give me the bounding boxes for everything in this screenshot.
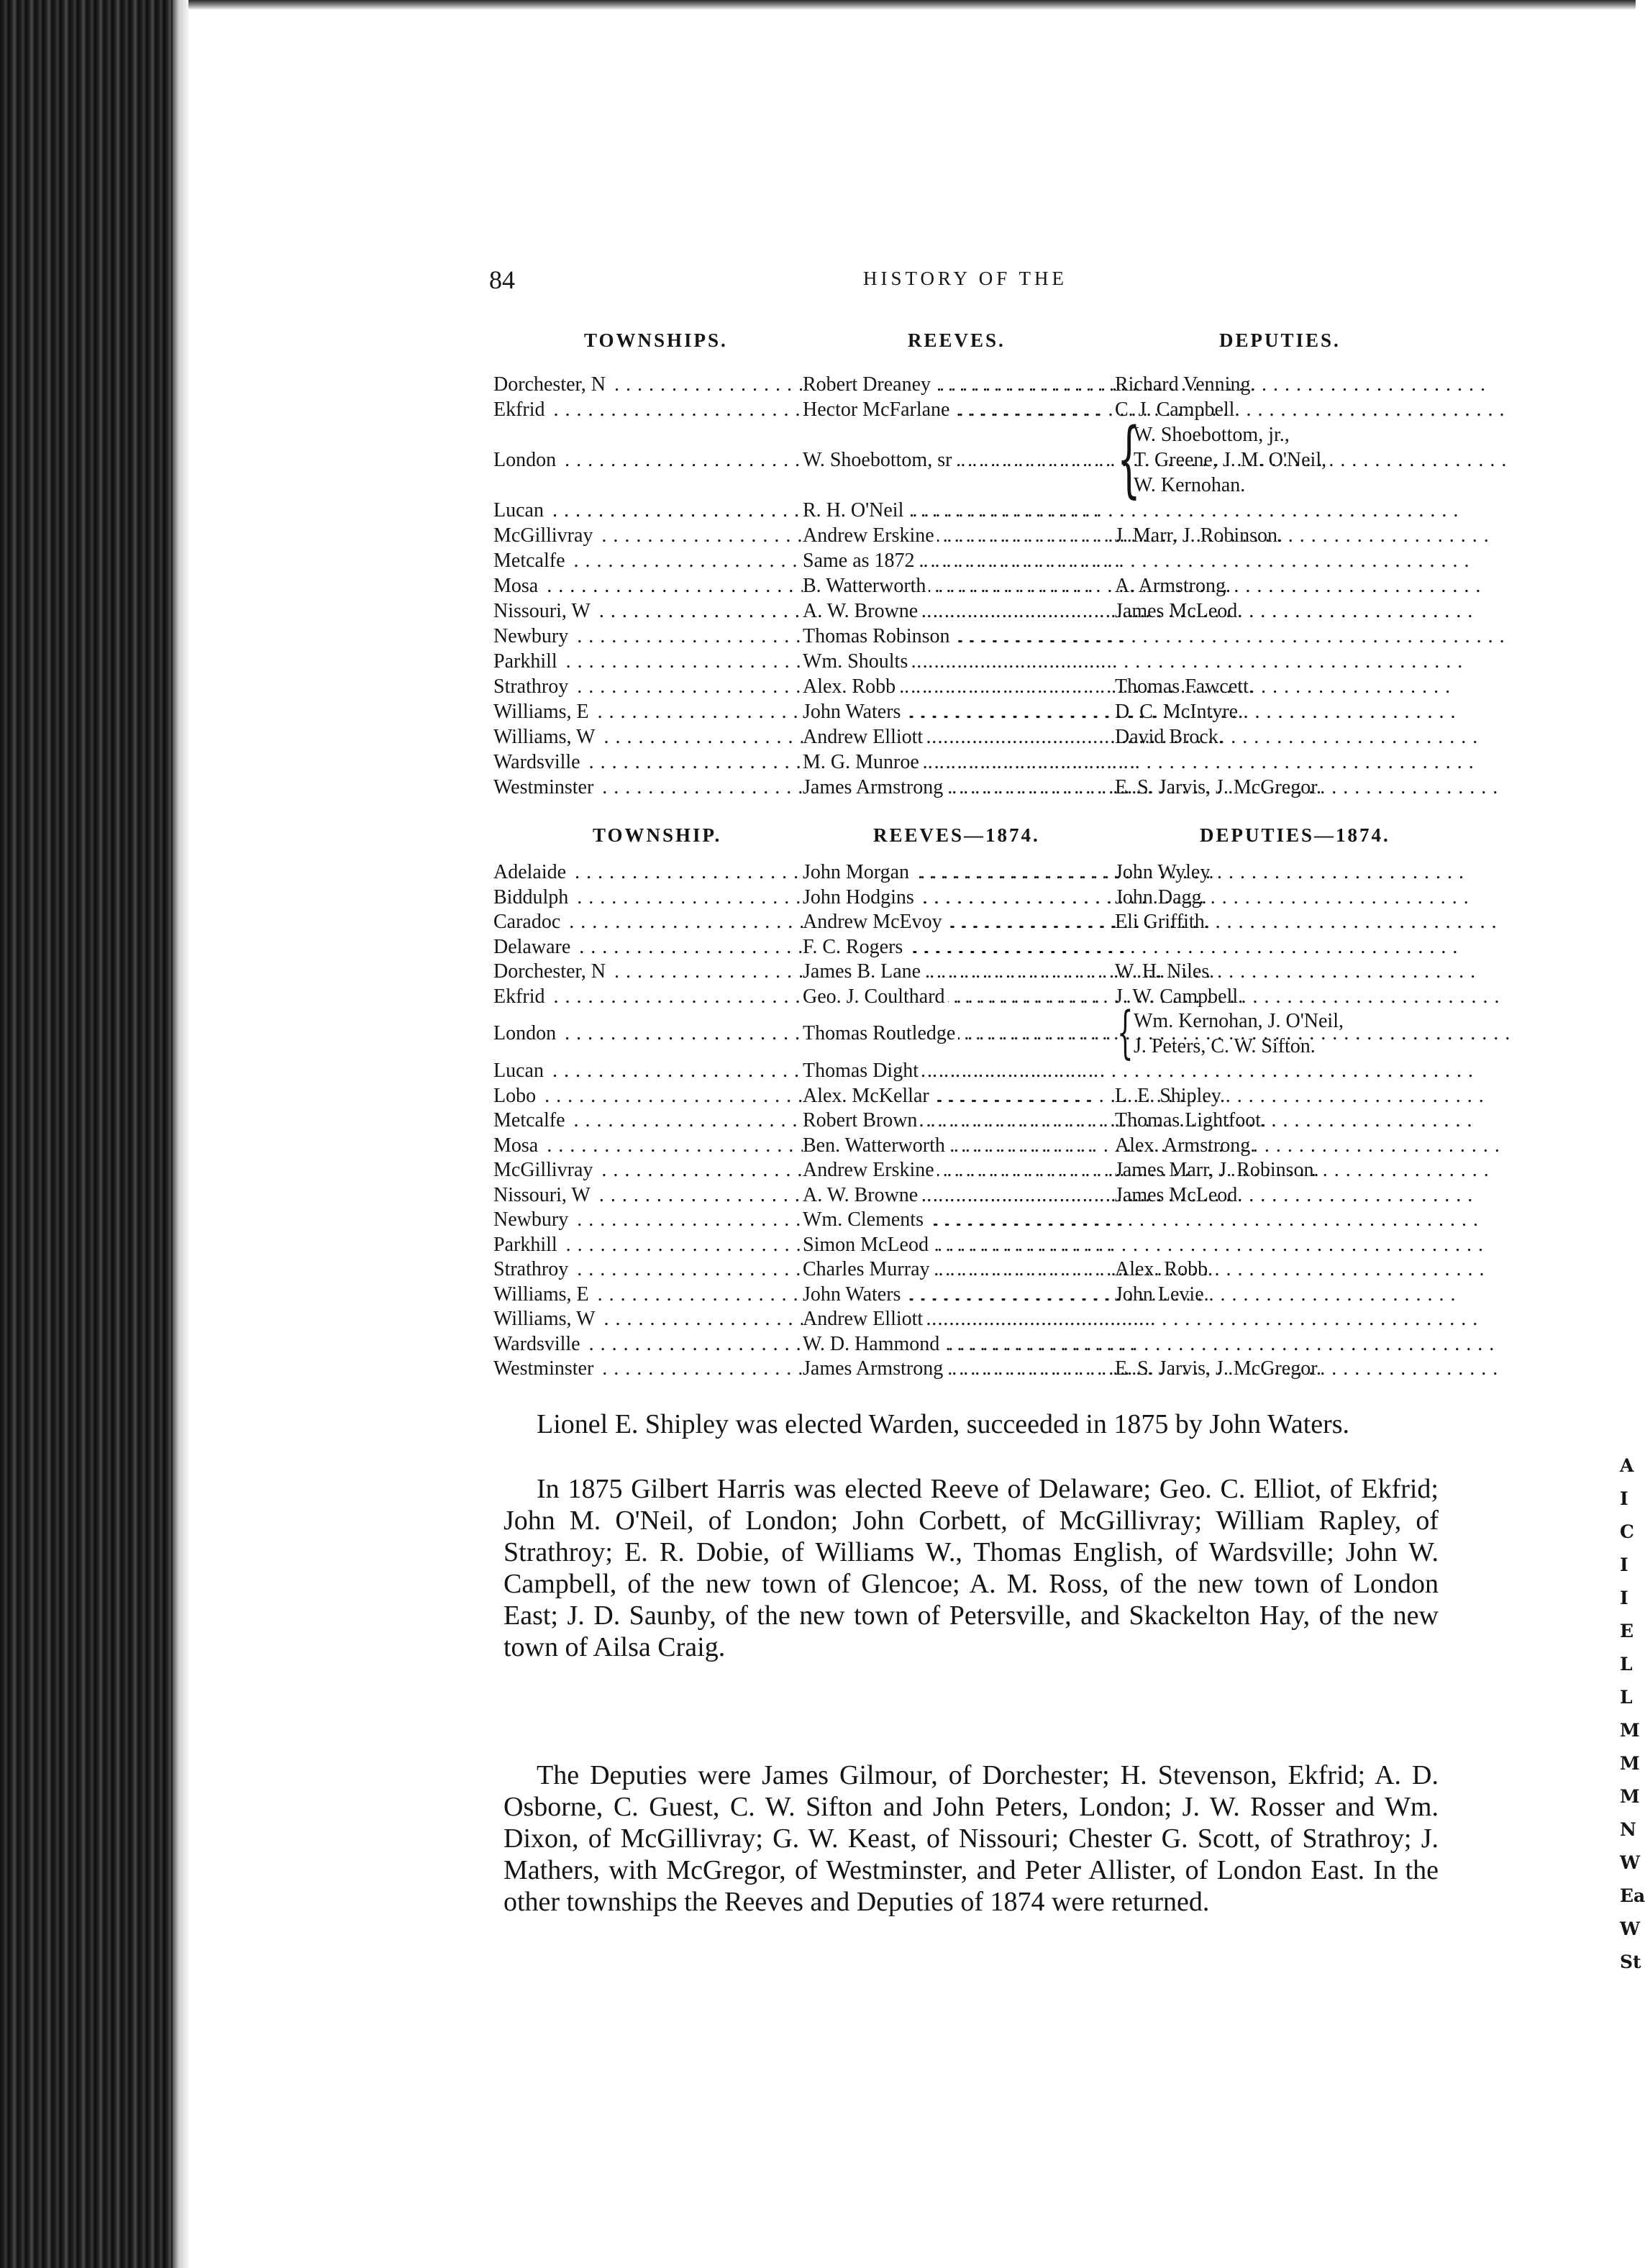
township-name: Nissouri, W — [493, 1184, 593, 1206]
reeve-name: John Waters — [803, 701, 903, 723]
deputy-names: J. Marr, J. Robinson. — [1115, 524, 1282, 547]
township-name: Lucan — [493, 499, 547, 522]
deputy-names: Thomas Fawcett. — [1115, 675, 1254, 698]
deputy-names: C. J. Campbell. — [1115, 399, 1240, 421]
table-row — [0, 960, 1439, 984]
table-row — [0, 1283, 1439, 1307]
reeve-name: Thomas Dight — [803, 1060, 921, 1082]
reeve-cell — [803, 1134, 1112, 1158]
reeve-name: John Morgan — [803, 861, 912, 883]
township-cell — [493, 1134, 803, 1158]
table-row — [0, 398, 1439, 422]
township-name: Biddulph — [493, 886, 571, 908]
township-name: Adelaide — [493, 861, 569, 883]
township-cell — [493, 498, 803, 523]
reeve-name: Andrew Erskine — [803, 524, 937, 547]
table-row — [0, 675, 1439, 699]
township-name: Metcalfe — [493, 1109, 568, 1131]
reeve-cell — [803, 373, 1112, 397]
township-name: London — [493, 449, 559, 471]
reeve-cell — [803, 935, 1112, 960]
reeve-name: Hector McFarlane — [803, 399, 952, 421]
reeve-cell — [803, 860, 1112, 885]
reeve-name: Wm. Shoults — [803, 650, 911, 673]
reeve-name: Charles Murray — [803, 1258, 933, 1280]
reeve-cell — [803, 725, 1112, 750]
deputy-names: D. C. McIntyre. — [1115, 701, 1244, 723]
reeve-cell — [803, 448, 1112, 473]
reeve-cell — [803, 700, 1112, 724]
table-row — [0, 725, 1439, 750]
reeve-cell — [803, 1059, 1112, 1083]
reeve-cell — [803, 1108, 1112, 1133]
table-row — [0, 860, 1439, 885]
township-cell — [493, 524, 803, 548]
township-name: Williams, E — [493, 701, 592, 723]
facing-page-letter: N — [1620, 1819, 1636, 1840]
reeve-cell — [803, 1021, 1112, 1046]
reeve-name: Wm. Clements — [803, 1208, 926, 1231]
table-row — [0, 1158, 1439, 1183]
reeve-cell — [803, 498, 1112, 523]
township-cell — [493, 549, 803, 573]
reeve-cell — [803, 775, 1112, 800]
reeve-cell — [803, 650, 1112, 674]
table-1874-header-township: TOWNSHIP. — [593, 824, 722, 846]
township-name: Nissouri, W — [493, 600, 593, 622]
reeve-name: Andrew Elliott — [803, 726, 926, 748]
paragraph-warden: Lionel E. Shipley was elected Warden, succeeded in 1875 by John Waters. — [537, 1409, 1350, 1439]
deputy-names: A. Armstrong. — [1115, 575, 1231, 597]
reeve-cell — [803, 1233, 1112, 1257]
page-number: 84 — [489, 265, 515, 294]
facing-page-letter: M — [1620, 1720, 1640, 1741]
reeve-cell — [803, 885, 1112, 910]
reeve-name: W. D. Hammond — [803, 1333, 942, 1355]
table-row — [0, 1183, 1439, 1208]
deputy-names: J. Peters, C. W. Sifton. — [1134, 1034, 1316, 1057]
reeve-cell — [803, 549, 1112, 573]
township-name: Mosa — [493, 575, 541, 597]
facing-page-letter: M — [1620, 1753, 1640, 1774]
township-cell — [493, 910, 803, 934]
reeve-name: Geo. J. Coulthard — [803, 985, 948, 1008]
township-cell — [493, 1307, 803, 1331]
reeve-name: Simon McLeod — [803, 1234, 931, 1256]
table-row — [0, 910, 1439, 934]
township-name: McGillivray — [493, 524, 596, 547]
table-1873-header-townships: TOWNSHIPS. — [584, 329, 728, 351]
reeve-name: Same as 1872 — [803, 550, 918, 572]
township-cell — [493, 1108, 803, 1133]
deputy-names: James McLeod. — [1115, 600, 1243, 622]
deputy-names: Eli Griffith. — [1115, 911, 1210, 933]
reeve-cell — [803, 675, 1112, 699]
township-cell — [493, 1183, 803, 1208]
reeve-cell — [803, 624, 1112, 649]
reeve-cell — [803, 1084, 1112, 1108]
township-name: Wardsville — [493, 751, 583, 773]
reeve-name: Robert Brown — [803, 1109, 920, 1131]
table-row — [0, 1307, 1439, 1331]
township-cell — [493, 650, 803, 674]
facing-page-letter: M — [1620, 1786, 1640, 1807]
deputy-names: James McLeod. — [1115, 1183, 1243, 1206]
facing-page-letter: Ea — [1620, 1885, 1645, 1906]
reeve-name: W. Shoebottom, sr — [803, 449, 954, 471]
township-cell — [493, 1059, 803, 1083]
table-row — [0, 1257, 1439, 1282]
reeve-name: Ben. Watterworth — [803, 1134, 948, 1157]
reeve-cell — [803, 1283, 1112, 1307]
facing-page-letter: W — [1620, 1852, 1641, 1873]
township-cell — [493, 1021, 803, 1046]
township-name: Strathroy — [493, 1258, 571, 1280]
township-name: Parkhill — [493, 650, 560, 673]
facing-page-letter: St — [1620, 1952, 1641, 1972]
township-name: Ekfrid — [493, 399, 548, 421]
township-cell — [493, 860, 803, 885]
township-name: Williams, E — [493, 1283, 592, 1306]
reeve-cell — [803, 1357, 1112, 1381]
township-name: Mosa — [493, 1134, 541, 1157]
table-row — [0, 985, 1439, 1009]
township-name: Westminster — [493, 776, 596, 798]
township-cell — [493, 935, 803, 960]
table-row — [0, 1134, 1439, 1158]
township-name: Lobo — [493, 1085, 539, 1107]
reeve-cell — [803, 574, 1112, 598]
deputy-names: T. Greene, J. M. O'Neil, — [1134, 449, 1327, 471]
deputy-names: John Levie. — [1115, 1283, 1209, 1306]
facing-page-letter: E — [1620, 1621, 1634, 1641]
facing-page-letters — [1620, 1455, 1645, 1986]
township-cell — [493, 1208, 803, 1232]
table-row — [0, 1208, 1439, 1232]
table-row — [0, 599, 1439, 624]
table-row — [0, 624, 1439, 649]
reeve-cell — [803, 1183, 1112, 1208]
deputy-names: Thomas Lightfoot. — [1115, 1109, 1266, 1131]
deputy-names: E. S. Jarvis, J. McGregor. — [1115, 1357, 1321, 1380]
deputy-names: Wm. Kernohan, J. O'Neil, — [1134, 1010, 1344, 1032]
table-row — [0, 700, 1439, 724]
reeve-cell — [803, 910, 1112, 934]
deputy-names: J. W. Campbell. — [1115, 985, 1244, 1008]
reeve-name: Thomas Robinson — [803, 625, 953, 647]
paragraph-reeves-1875: In 1875 Gilbert Harris was elected Reeve of Delaware; Geo. C. Elliot, of Ekfrid; John M. O'Neil, of London; John Corbett, of McGillivray; William Rapley, of Strathroy; E. R. Dobie, of Williams W., Thomas English, of Wardsville; John W. Campbell, of the new town of Glencoe; A. M. Ross, of the new town of London East; J. D. Saunby, of the new town of Petersville, and Skackelton Hay, of the new town of Ailsa Craig. — [503, 1474, 1439, 1662]
township-cell — [493, 725, 803, 750]
township-cell — [493, 1233, 803, 1257]
deputy-names: John Dagg. — [1115, 885, 1207, 908]
reeve-cell — [803, 750, 1112, 775]
township-cell — [493, 775, 803, 800]
reeve-name: James B. Lane — [803, 960, 924, 983]
table-row — [0, 935, 1439, 960]
paragraph-deputies-1875: The Deputies were James Gilmour, of Dorchester; H. Stevenson, Ekfrid; A. D. Osborne, C. Guest, C. W. Sifton and John Peters, London; J. W. Rosser and Wm. Dixon, of McGillivray; G. W. Keast, of Nissouri; Chester G. Scott, of Strathroy; J. Mathers, with McGregor, of Westminster, and Peter Allister, of London East. In the other townships the Reeves and Deputies of 1874 were returned. — [503, 1760, 1439, 1917]
township-cell — [493, 599, 803, 624]
township-cell — [493, 960, 803, 984]
reeve-name: Andrew McEvoy — [803, 911, 945, 933]
deputy-names: David Brock. — [1115, 726, 1224, 748]
deputy-names: E. S. Jarvis, J. McGregor. — [1115, 776, 1321, 798]
township-name: Strathroy — [493, 675, 571, 698]
deputy-names: W. H. Niles. — [1115, 960, 1215, 983]
reeve-name: A. W. Browne — [803, 600, 921, 622]
reeve-cell — [803, 1257, 1112, 1282]
reeve-name: Robert Dreaney — [803, 373, 934, 396]
facing-page-letter: W — [1620, 1918, 1641, 1939]
brace: { — [1117, 999, 1134, 1065]
reeve-name: John Waters — [803, 1283, 903, 1306]
table-1873-header-deputies: DEPUTIES. — [1219, 329, 1341, 351]
brace: { — [1117, 411, 1141, 507]
township-cell — [493, 1332, 803, 1357]
deputy-names: W. Shoebottom, jr., — [1134, 424, 1290, 446]
reeve-name: Andrew Elliott — [803, 1308, 926, 1330]
deputy-names: Richard Venning. — [1115, 373, 1256, 396]
reeve-cell — [803, 960, 1112, 984]
page-top-shadow — [188, 0, 1636, 10]
table-row — [0, 524, 1439, 548]
reeve-cell — [803, 524, 1112, 548]
table-row — [0, 498, 1439, 523]
township-name: Newbury — [493, 1208, 571, 1231]
deputy-names: W. Kernohan. — [1134, 474, 1246, 496]
township-cell — [493, 1257, 803, 1282]
reeve-cell — [803, 1307, 1112, 1331]
reeve-cell — [803, 1158, 1112, 1183]
township-name: McGillivray — [493, 1159, 596, 1181]
reeve-name: Thomas Routledge — [803, 1022, 958, 1044]
township-cell — [493, 574, 803, 598]
table-row — [0, 373, 1439, 397]
township-name: Dorchester, N — [493, 373, 609, 396]
township-name: Metcalfe — [493, 550, 568, 572]
township-name: Caradoc — [493, 911, 563, 933]
township-cell — [493, 373, 803, 397]
facing-page-letter: L — [1620, 1654, 1633, 1675]
reeve-name: R. H. O'Neil — [803, 499, 906, 522]
table-row — [0, 1233, 1439, 1257]
facing-page-letter: L — [1620, 1687, 1633, 1708]
facing-page-letter: A — [1620, 1455, 1634, 1476]
table-row — [0, 1084, 1439, 1108]
reeve-name: B. Watterworth — [803, 575, 929, 597]
reeve-name: Andrew Erskine — [803, 1159, 937, 1181]
township-name: Williams, W — [493, 1308, 598, 1330]
township-cell — [493, 700, 803, 724]
township-cell — [493, 1158, 803, 1183]
township-cell — [493, 985, 803, 1009]
township-name: Dorchester, N — [493, 960, 609, 983]
reeve-name: James Armstrong — [803, 1357, 946, 1380]
reeve-name: A. W. Browne — [803, 1184, 921, 1206]
reeve-cell — [803, 398, 1112, 422]
table-row — [0, 885, 1439, 910]
township-cell — [493, 1084, 803, 1108]
township-name: Williams, W — [493, 726, 598, 748]
table-row — [0, 650, 1439, 674]
township-name: Lucan — [493, 1060, 547, 1082]
township-name: Parkhill — [493, 1234, 560, 1256]
township-cell — [493, 624, 803, 649]
table-row — [0, 1059, 1439, 1083]
township-cell — [493, 398, 803, 422]
table-row — [0, 1332, 1439, 1357]
township-cell — [493, 448, 803, 473]
deputy-names: L. E. Shipley. — [1115, 1084, 1225, 1107]
deputy-names: James Marr, J. Robinson. — [1115, 1159, 1319, 1181]
reeve-name: M. G. Munroe — [803, 751, 922, 773]
reeve-name: James Armstrong — [803, 776, 946, 798]
table-row — [0, 775, 1439, 800]
reeve-cell — [803, 1332, 1112, 1357]
township-cell — [493, 675, 803, 699]
township-name: Westminster — [493, 1357, 596, 1380]
deputy-names: Alex. Armstrong. — [1115, 1134, 1256, 1157]
township-name: Ekfrid — [493, 985, 548, 1008]
township-cell — [493, 1283, 803, 1307]
running-head: HISTORY OF THE — [863, 268, 1068, 289]
facing-page-letter: I — [1620, 1588, 1628, 1608]
reeve-name: John Hodgins — [803, 886, 917, 908]
reeve-name: Alex. McKellar — [803, 1085, 932, 1107]
deputy-names: Alex. Robb. — [1115, 1258, 1213, 1280]
township-name: Delaware — [493, 936, 573, 958]
table-1874-header-deputies: DEPUTIES—1874. — [1200, 824, 1390, 846]
township-cell — [493, 885, 803, 910]
table-1874-header-reeves: REEVES—1874. — [873, 824, 1040, 846]
table-row — [0, 549, 1439, 573]
reeve-name: Alex. Robb — [803, 675, 898, 698]
township-cell — [493, 1357, 803, 1381]
township-name: Wardsville — [493, 1333, 583, 1355]
table-row — [0, 750, 1439, 775]
reeve-cell — [803, 985, 1112, 1009]
facing-page-letter: I — [1620, 1488, 1628, 1509]
reeve-cell — [803, 1208, 1112, 1232]
reeve-name: F. C. Rogers — [803, 936, 906, 958]
facing-page-letter: I — [1620, 1554, 1628, 1575]
table-row — [0, 1357, 1439, 1381]
township-name: Newbury — [493, 625, 571, 647]
table-1873-header-reeves: REEVES. — [908, 329, 1006, 351]
township-cell — [493, 750, 803, 775]
reeve-cell — [803, 599, 1112, 624]
deputy-names: John Wyley. — [1115, 861, 1214, 883]
facing-page-letter: C — [1620, 1521, 1634, 1542]
township-name: London — [493, 1022, 559, 1044]
table-row — [0, 574, 1439, 598]
table-row — [0, 1108, 1439, 1133]
